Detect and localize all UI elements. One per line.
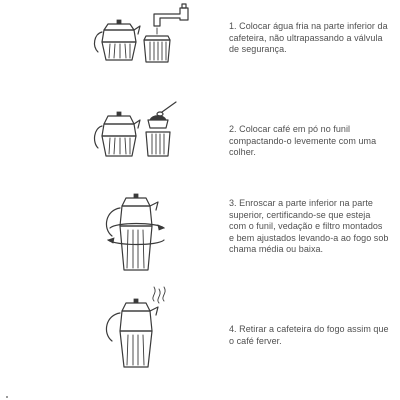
moka-pot-adding-coffee-icon xyxy=(88,98,196,170)
moka-pot-screwing-parts-icon xyxy=(88,192,196,276)
step-3-text: 3. Enroscar a parte inferior na parte superior, certificando-se que esteja com o funil, vedação e filtro montados e bem ajustados levando-a ao fogo sob chama média ou baixa. xyxy=(229,198,389,255)
moka-pot-filling-water-icon xyxy=(88,0,196,72)
corner-dot xyxy=(6,396,8,398)
step-2-text: 2. Colocar café em pó no funil compactando-o levemente com uma colher. xyxy=(229,124,377,158)
step-1-text: 1. Colocar água fria na parte inferior da cafeteira, não ultrapassando a válvula de segurança. xyxy=(229,21,388,55)
step-4-text: 4. Retirar a cafeteira do fogo assim que o café ferver. xyxy=(229,324,389,346)
moka-pot-steaming-icon xyxy=(88,285,196,369)
